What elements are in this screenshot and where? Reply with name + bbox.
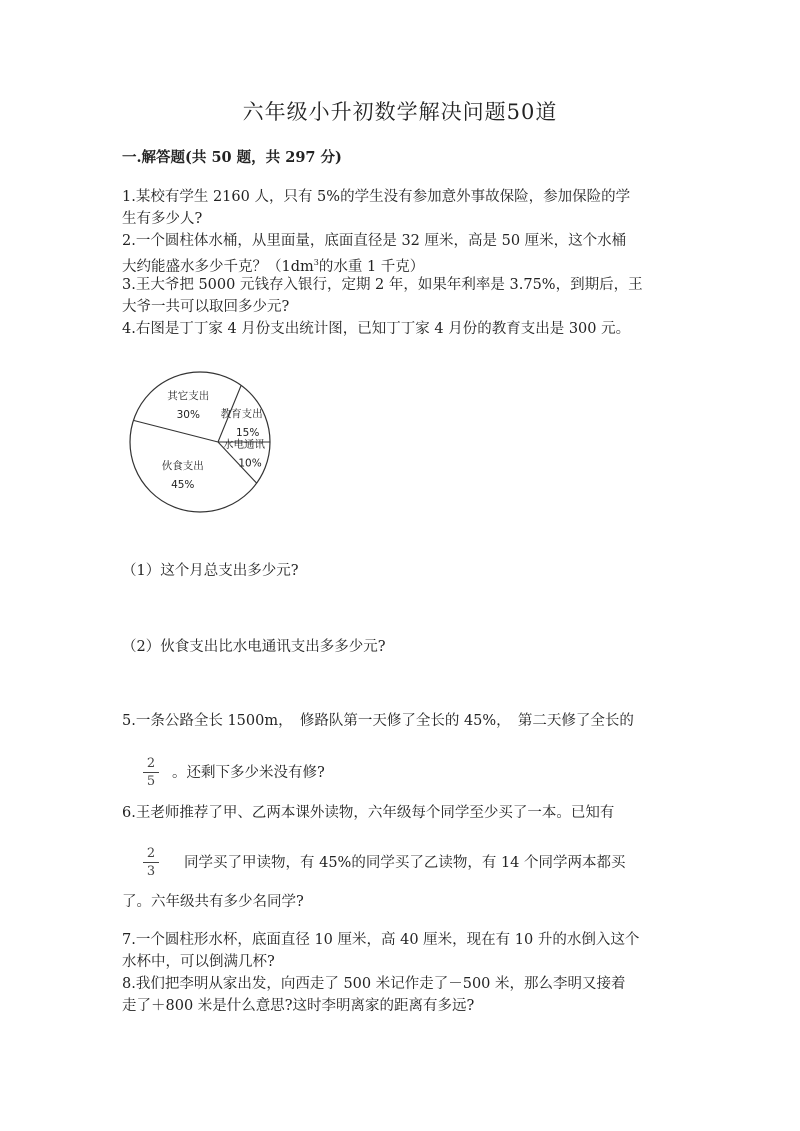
question-5-fraction: 2 5: [143, 756, 159, 789]
question-5-line-1: 5.一条公路全长 1500m， 修路队第一天修了全长的 45%， 第二天修了全长的: [122, 713, 634, 729]
question-6-line-2: 同学买了甲读物，有 45%的同学买了乙读物，有 14 个同学两本都买: [184, 855, 626, 871]
question-4-sub-1: （1）这个月总支出多少元?: [122, 563, 299, 579]
slice-value-label: 15%: [235, 426, 260, 439]
page-title: 六年级小升初数学解决问题50道: [242, 100, 558, 124]
expense-pie-chart: [120, 362, 300, 522]
slice-value-label: 30%: [176, 408, 200, 421]
question-4-sub-2: （2）伙食支出比水电通讯支出多多少元?: [122, 639, 386, 655]
question-3-line-2: 大爷一共可以取回多少元?: [122, 299, 290, 315]
question-1-line-1: 1.某校有学生 2160 人，只有 5%的学生没有参加意外事故保险，参加保险的学: [122, 189, 631, 205]
pie-divider: [133, 420, 218, 442]
question-8-line-1: 8.我们把李明从家出发，向西走了 500 米记作走了－500 米，那么李明又接着: [122, 976, 626, 992]
question-8-line-2: 走了＋800 米是什么意思?这时李明离家的距离有多远?: [122, 998, 475, 1014]
question-7-line-1: 7.一个圆柱形水杯，底面直径 10 厘米，高 40 厘米，现在有 10 升的水倒入这个: [122, 932, 640, 948]
question-4-line-1: 4.右图是丁丁家 4 月份支出统计图，已知丁丁家 4 月份的教育支出是 300 元。: [122, 321, 631, 337]
question-7-line-2: 水杯中，可以倒满几杯?: [122, 954, 275, 970]
question-6-line-1: 6.王老师推荐了甲、乙两本课外读物，六年级每个同学至少买了一本。已知有: [122, 805, 615, 821]
question-1-line-2: 生有多少人?: [122, 211, 203, 227]
section-heading: 一.解答题(共 50 题，共 297 分): [122, 149, 342, 166]
slice-label: 其它支出: [167, 389, 210, 402]
question-2-line-1: 2.一个圆柱体水桶，从里面量，底面直径是 32 厘米，高是 50 厘米，这个水桶: [122, 233, 627, 249]
slice-value-label: 10%: [238, 457, 262, 470]
slice-label: 教育支出: [220, 407, 263, 420]
question-6-line-3: 了。六年级共有多少名同学?: [122, 894, 304, 910]
slice-value-label: 45%: [171, 478, 195, 491]
question-5-line-2: 。还剩下多少米没有修?: [172, 765, 325, 781]
question-6-fraction: 2 3: [143, 846, 159, 879]
question-3-line-1: 3.王大爷把 5000 元钱存入银行，定期 2 年，如果年利率是 3.75%，到期后，王: [122, 277, 643, 293]
question-2-line-2: 大约能盛水多少千克？（$1dm^3$的水重 1 千克）: [122, 258, 425, 275]
slice-label: 伙食支出: [161, 459, 204, 472]
slice-label: 水电通讯: [223, 438, 266, 451]
